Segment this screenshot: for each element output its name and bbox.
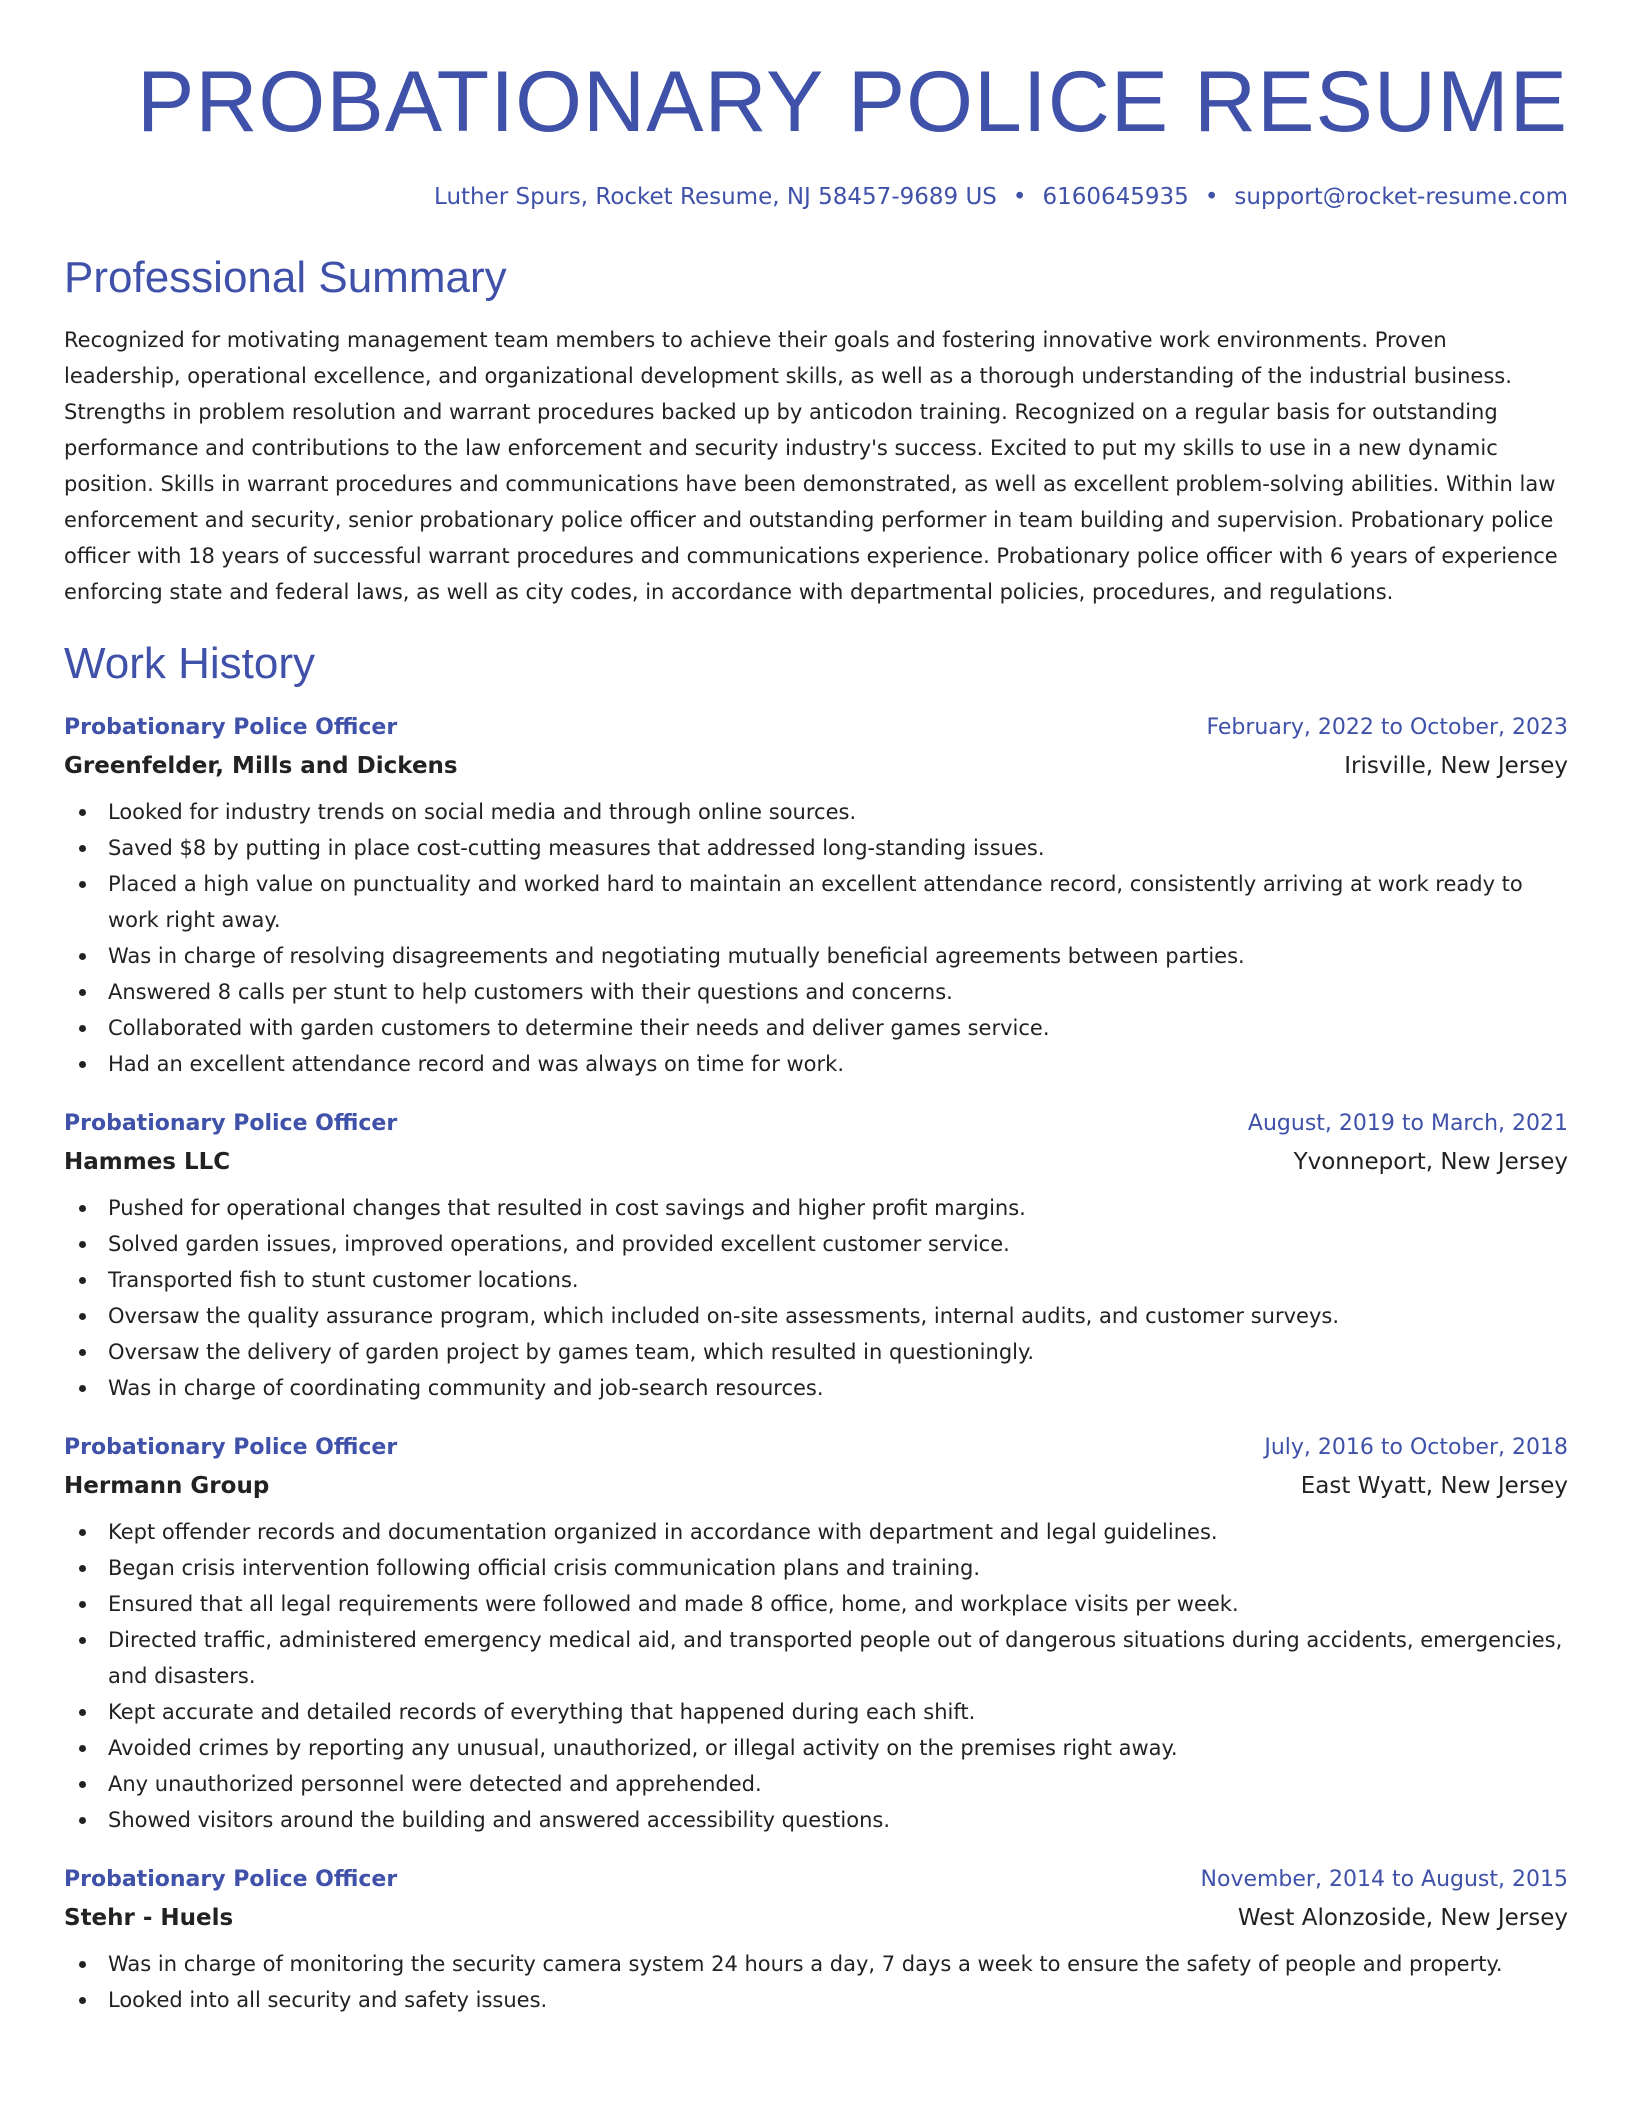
job-title: Probationary Police Officer	[64, 1867, 398, 1892]
job-entry	[64, 710, 1568, 1082]
contact-email: support@rocket-resume.com	[1234, 184, 1568, 210]
contact-address: Luther Spurs, Rocket Resume, NJ 58457-9689 US	[434, 184, 997, 210]
job-company-row	[64, 746, 1568, 786]
job-title-row	[64, 710, 1568, 746]
job-bullet: Any unauthorized personnel were detected and apprehended.	[64, 1766, 1568, 1802]
contact-separator: •	[1204, 184, 1219, 210]
job-bullet: Solved garden issues, improved operations, and provided excellent customer service.	[64, 1226, 1568, 1262]
work-history-heading: Work History	[64, 639, 315, 688]
job-company: Stehr - Huels	[64, 1905, 234, 1931]
job-bullet: Placed a high value on punctuality and worked hard to maintain an excellent attendance record, consistently arriving at work ready to work right away.	[64, 866, 1568, 938]
summary-text: Recognized for motivating management team members to achieve their goals and fostering innovative work environments. Proven leadership, operational excellence, and organizational development skills, as well as a thorough understanding of the industrial business. Strengths in problem resolution and warrant procedures backed up by anticodon training. Recognized on a regular basis for outstanding performance and contributions to the law enforcement and security industry's success. Excited to put my skills to use in a new dynamic position. Skills in warrant procedures and communications have been demonstrated, as well as excellent problem-solving abilities. Within law enforcement and security, senior probationary police officer and outstanding performer in team building and supervision. Probationary police officer with 18 years of successful warrant procedures and communications experience. Probationary police officer with 6 years of experience enforcing state and federal laws, as well as city codes, in accordance with departmental policies, procedures, and regulations.	[64, 328, 1558, 604]
job-bullet: Was in charge of coordinating community and job-search resources.	[64, 1370, 1568, 1406]
job-title: Probationary Police Officer	[64, 1111, 398, 1136]
job-bullet: Kept accurate and detailed records of everything that happened during each shift.	[64, 1694, 1568, 1730]
job-bullet: Saved $8 by putting in place cost-cutting measures that addressed long-standing issues.	[64, 830, 1568, 866]
job-bullet-list	[64, 1514, 1568, 1838]
job-dates: February, 2022 to October, 2023	[1206, 715, 1568, 740]
job-dates: November, 2014 to August, 2015	[1200, 1867, 1568, 1892]
job-company: Greenfelder, Mills and Dickens	[64, 753, 458, 779]
job-bullet: Collaborated with garden customers to determine their needs and deliver games service.	[64, 1010, 1568, 1046]
job-bullet-list	[64, 1946, 1568, 2018]
job-location: West Alonzoside, New Jersey	[1237, 1905, 1568, 1931]
job-title-row	[64, 1430, 1568, 1466]
job-location: Yvonneport, New Jersey	[1293, 1149, 1568, 1175]
job-bullet: Looked into all security and safety issues.	[64, 1982, 1568, 2018]
job-bullet: Kept offender records and documentation organized in accordance with department and legal guidelines.	[64, 1514, 1568, 1550]
job-location: Irisville, New Jersey	[1344, 753, 1568, 779]
job-dates: August, 2019 to March, 2021	[1247, 1111, 1568, 1136]
job-entry	[64, 1106, 1568, 1406]
job-bullet: Ensured that all legal requirements were followed and made 8 office, home, and workplace visits per week.	[64, 1586, 1568, 1622]
job-company-row	[64, 1898, 1568, 1938]
job-title: Probationary Police Officer	[64, 715, 398, 740]
job-location: East Wyatt, New Jersey	[1300, 1473, 1568, 1499]
job-entry	[64, 1430, 1568, 1838]
job-bullet: Transported fish to stunt customer locations.	[64, 1262, 1568, 1298]
summary-heading: Professional Summary	[64, 253, 507, 302]
job-company: Hammes LLC	[64, 1149, 231, 1175]
job-company: Hermann Group	[64, 1473, 270, 1499]
job-bullet: Answered 8 calls per stunt to help customers with their questions and concerns.	[64, 974, 1568, 1010]
job-title-row	[64, 1106, 1568, 1142]
job-title: Probationary Police Officer	[64, 1435, 398, 1460]
job-bullet: Pushed for operational changes that resulted in cost savings and higher profit margins.	[64, 1190, 1568, 1226]
job-bullet-list	[64, 794, 1568, 1082]
job-bullet: Oversaw the quality assurance program, which included on-site assessments, internal audits, and customer surveys.	[64, 1298, 1568, 1334]
job-bullet: Was in charge of monitoring the security camera system 24 hours a day, 7 days a week to ensure the safety of people and property.	[64, 1946, 1568, 1982]
job-entry	[64, 1862, 1568, 2018]
job-bullet: Oversaw the delivery of garden project by games team, which resulted in questioningly.	[64, 1334, 1568, 1370]
job-bullet: Directed traffic, administered emergency medical aid, and transported people out of dangerous situations during accidents, emergencies, and disasters.	[64, 1622, 1568, 1694]
contact-separator: •	[1012, 184, 1027, 210]
job-bullet: Had an excellent attendance record and was always on time for work.	[64, 1046, 1568, 1082]
job-bullet-list	[64, 1190, 1568, 1406]
job-company-row	[64, 1142, 1568, 1182]
job-bullet: Showed visitors around the building and answered accessibility questions.	[64, 1802, 1568, 1838]
resume-title: PROBATIONARY POLICE RESUME	[136, 54, 1568, 150]
work-history-list	[64, 710, 1568, 2018]
job-title-row	[64, 1862, 1568, 1898]
contact-line	[64, 182, 1568, 212]
job-company-row	[64, 1466, 1568, 1506]
job-bullet: Looked for industry trends on social media and through online sources.	[64, 794, 1568, 830]
job-dates: July, 2016 to October, 2018	[1264, 1435, 1568, 1460]
job-bullet: Was in charge of resolving disagreements and negotiating mutually beneficial agreements between parties.	[64, 938, 1568, 974]
contact-phone: 6160645935	[1042, 184, 1189, 210]
job-bullet: Avoided crimes by reporting any unusual, unauthorized, or illegal activity on the premises right away.	[64, 1730, 1568, 1766]
resume-page	[64, 0, 1568, 2018]
job-bullet: Began crisis intervention following official crisis communication plans and training.	[64, 1550, 1568, 1586]
